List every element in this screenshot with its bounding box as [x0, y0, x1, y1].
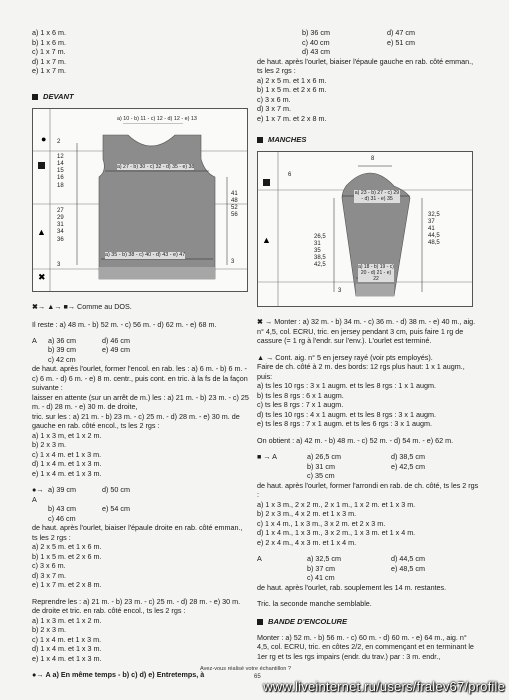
grid-cell: b) 43 cm [48, 504, 76, 514]
list-item: a) 1 x 3 m. et 1 x 2 m. [32, 615, 102, 625]
grid-cell: e) 49 cm [102, 345, 130, 355]
devant-schematic [33, 109, 247, 291]
paragraph: de haut. après l'ourlet, biaiser l'épaule gauche en rab. côté emman., ts les 2 rgs : [257, 56, 474, 75]
list-item: d) 3 x 7 m. [32, 570, 66, 580]
list-item: e) 1 x 4 m. et 1 x 3 m. [32, 653, 102, 663]
dim-number: 38,5 [314, 255, 326, 262]
list-item: c) 1 x 4 m., 1 x 3 m., 3 x 2 m. et 2 x 3 m. [257, 518, 386, 528]
dim-number: 3 [231, 259, 235, 266]
upper-width-label: a) 23 - b) 27 - c) 29 - d) 31 - e) 35 [354, 190, 400, 203]
measure-grid-c [257, 452, 479, 481]
dim-number: 56 [231, 212, 238, 219]
right-dimension-numbers [428, 212, 440, 247]
list-item: a) 1 x 3 m., 2 x 2 m., 2 x 1 m., 1 x 2 m. et 1 x 3 m. [257, 499, 416, 509]
list-item: c) 3 x 6 m. [257, 94, 291, 104]
grid-label: A [257, 554, 262, 564]
il-reste-line: Il reste : a) 48 m. - b) 52 m. - c) 56 m. - d) 62 m. - e) 68 m. [32, 320, 217, 330]
section-title-bande-encolure: BANDE D'ENCOLURE [257, 617, 479, 627]
manches-diagram [257, 151, 473, 307]
list-item: b) 2 x 3 m., 4 x 2 m. et 1 x 3 m. [257, 509, 357, 519]
grid-cell: b) 36 cm [302, 28, 330, 37]
grid-cell: c) 40 cm [302, 37, 330, 47]
measure-grid-a [32, 336, 250, 365]
square-bullet-icon [257, 137, 263, 143]
paragraph: Tric. la seconde manche semblable. [257, 599, 372, 609]
measure-grid-top [257, 28, 479, 57]
grid-cell: d) 50 cm [102, 485, 130, 495]
paragraph: de haut. après l'ourlet, rab. souplement les 14 m. restantes. [257, 582, 447, 592]
grid-cell: a) 26,5 cm [307, 452, 341, 462]
grid-cell: e) 48,5 cm [391, 563, 425, 573]
dim-number: 14 [57, 160, 64, 167]
comme-au-dos-text: Comme au DOS. [77, 301, 132, 311]
grid-cell: e) 54 cm [102, 504, 130, 514]
grid-label: ●→ A [32, 485, 44, 504]
grid-cell: c) 46 cm [48, 513, 76, 523]
dim-number: 36 [57, 236, 64, 243]
square-marker-icon [263, 179, 270, 186]
grid-cell: d) 38,5 cm [391, 452, 425, 462]
left-dimension-numbers [57, 139, 64, 269]
dim-number: 41 [428, 226, 435, 233]
paragraph: ✖ → Monter : a) 32 m. - b) 34 m. - c) 36 m. - d) 38 m. - e) 40 m., aig. n° 4,5, col. ECRU, tric. en jersey pendant 3 cm, puis faire 1 rg de cassure (= 1 rg à l'endr. sur l'env.). L'ourlet est terminé. [257, 317, 476, 346]
list-item: d) 1 x 4 m. et 1 x 3 m. [32, 459, 102, 469]
devant-diagram [32, 108, 248, 292]
dim-number: 18 [57, 182, 64, 189]
dim-number: 26,5 [314, 234, 326, 241]
paragraph: laisser en attente (sur un arrêt de m.) les : a) 21 m. - b) 23 m. - c) 25 m. - d) 28 m. - e) 30 m. de droite, [32, 392, 249, 412]
page-number: 65 [254, 674, 261, 680]
grid-cell: c) 35 cm [307, 471, 335, 481]
list-item: c) 1 x 4 m. et 1 x 3 m. [32, 449, 102, 459]
dim-number: 35 [314, 248, 321, 255]
grid-cell: d) 46 cm [102, 335, 130, 345]
dim-number: 44,5 [428, 233, 440, 240]
list-item: b) 1 x 5 m. et 2 x 6 m. [32, 551, 102, 561]
dim-number: 32,5 [428, 212, 440, 219]
dim-number: 12 [57, 153, 64, 160]
left-column [32, 28, 250, 680]
dim-number: 15 [57, 168, 64, 175]
list-item: d) 3 x 7 m. [257, 104, 291, 113]
grid-cell: e) 51 cm [387, 37, 415, 47]
dim-number: 52 [231, 204, 238, 211]
grid-label: A [32, 335, 37, 345]
paragraph: Reprendre les : a) 21 m. - b) 23 m. - c) 25 m. - d) 28 m. - e) 30 m. de droite et tric. en rab. côté encol., ts les 2 rgs : [32, 596, 241, 616]
text-line: e) 1 x 7 m. [32, 66, 66, 75]
grid-cell: a) 39 cm [48, 485, 76, 495]
grid-cell: d) 44,5 cm [391, 554, 425, 564]
dim-number: 41 [231, 190, 238, 197]
right-column [257, 28, 479, 661]
list-item: e) ts les 8 rgs : 7 x 1 augm. et ts les 6 rgs : 3 x 1 augm. [257, 419, 432, 429]
left-dimension-numbers [314, 234, 326, 269]
list-item: b) 1 x 5 m. et 2 x 6 m. [257, 85, 327, 94]
dim-number: 16 [57, 175, 64, 182]
text-line: b) 1 x 6 m. [32, 37, 66, 47]
mid-width-label: a) 27 - b) 30 - c) 32 - d) 35 - e) 38 [117, 163, 195, 170]
list-item: a) 1 x 3 m, et 1 x 2 m. [32, 430, 102, 440]
paragraph: de haut. après l'ourlet, former l'arrondi en rab. de ch. côté, ts les 2 rgs : [257, 480, 479, 500]
text-line: d) 1 x 7 m. [32, 56, 66, 66]
grid-cell: b) 31 cm [307, 461, 335, 471]
section-title-manches: MANCHES [257, 135, 479, 145]
grid-cell: c) 41 cm [307, 573, 335, 583]
list-item: a) ts les 10 rgs : 3 x 1 augm. et ts les 8 rgs : 1 x 1 augm. [257, 381, 436, 391]
measure-grid-b [32, 485, 250, 523]
paragraph: Faire de ch. côté à 2 m. des bords: 12 rgs plus haut: 1 x 1 augm., puis: [257, 362, 465, 381]
grid-cell: b) 37 cm [307, 563, 335, 573]
dim-number: 42,5 [314, 262, 326, 269]
list-item: b) 2 x 3 m. [32, 440, 66, 450]
grid-cell: d) 43 cm [302, 47, 330, 56]
list-item: c) 3 x 6 m. [32, 561, 66, 571]
obtient-line: On obtient : a) 42 m. - b) 48 m. - c) 52 m. - d) 54 m. - e) 62 m. [257, 435, 454, 445]
paragraph: Monter : a) 52 m. - b) 56 m. - c) 60 m. - d) 60 m. - e) 64 m., aig. n° 4,5, col. ECRU, tric. en côtes 2/2, en commençant et en terminant le 1er rg et ts les rgs impairs (endr. du trav.) par : 3 m. endr., [257, 632, 474, 661]
text-line: a) 1 x 6 m. [32, 28, 66, 37]
last-line: ●→ A a) En même temps - b) c) d) e) Entretemps, à [32, 670, 205, 680]
list-item: b) 2 x 3 m. [32, 625, 66, 635]
page-footer: Avez-vous réalisé votre échantillon ? [200, 666, 291, 672]
paragraph: de haut. après l'ourlet, biaiser l'épaule droite en rab. côté emman., ts les 2 rgs : [32, 523, 243, 542]
list-item: d) 1 x 4 m., 1 x 3 m., 3 x 2 m., 1 x 3 m. et 1 x 4 m. [257, 528, 416, 538]
list-item: d) ts les 10 rgs : 4 x 1 augm. et ts les 8 rgs : 3 x 1 augm. [257, 409, 436, 419]
watermark-url: www.liveinternet.ru/users/fralev67/profile [263, 679, 505, 694]
dim-number: 31 [57, 222, 64, 229]
paragraph: ▲ → Cont. aig. n° 5 en jersey rayé (voir pts employés). [257, 352, 433, 362]
triangle-marker-icon: ▲ [37, 226, 46, 237]
list-item: b) ts les 8 rgs : 6 x 1 augm. [257, 390, 344, 400]
bottom-width-label: a) 35 - b) 38 - c) 40 - d) 43 - e) 47 [105, 251, 186, 258]
measure-grid-d [257, 554, 479, 583]
dim-number: 37 [428, 219, 435, 226]
dim-number: 3 [57, 261, 61, 268]
list-item: e) 1 x 7 m. et 2 x 8 m. [32, 580, 102, 590]
dim-number: 27 [57, 207, 64, 214]
dim-number: 2 [57, 138, 61, 145]
triangle-marker-icon: ▲ [262, 235, 271, 246]
text-line: c) 1 x 7 m. [32, 47, 66, 56]
dim-number: 29 [57, 214, 64, 221]
bottom-left-label: 3 [338, 288, 342, 295]
grid-cell: c) 42 cm [48, 354, 76, 364]
list-item: a) 2 x 5 m. et 1 x 6 m. [32, 542, 102, 552]
section-title-devant: DEVANT [32, 92, 250, 102]
grid-cell: a) 36 cm [48, 335, 76, 345]
grid-cell: a) 32,5 cm [307, 554, 341, 564]
paragraph: tric. sur les : a) 21 m. - b) 23 m. - c) 25 m. - d) 28 m. - e) 30 m. de gauche en rab. côté encol., ts les 2 rgs : [32, 411, 240, 431]
list-item: e) 1 x 7 m. et 2 x 8 m. [257, 113, 327, 123]
list-item: c) 1 x 4 m. et 1 x 3 m. [32, 634, 102, 644]
list-item: e) 1 x 4 m. et 1 x 3 m. [32, 468, 102, 478]
dim-number: 31 [314, 241, 321, 248]
lower-width-label: a) 18 - b) 19 - c) 20 - d) 21 - e) 22 [358, 264, 394, 283]
grid-cell: d) 47 cm [387, 28, 415, 37]
list-item: c) ts les 8 rgs : 7 x 1 augm. [257, 400, 344, 410]
dim-number: 34 [57, 229, 64, 236]
list-item: d) 1 x 4 m. et 1 x 3 m. [32, 644, 102, 654]
square-marker-icon [38, 162, 45, 169]
dim-number: 48 [231, 197, 238, 204]
list-item: e) 2 x 4 m., 4 x 3 m. et 1 x 4 m. [257, 537, 357, 547]
square-bullet-icon [32, 94, 38, 100]
circle-marker-icon: ● [41, 133, 47, 144]
top-width-label: 8 [371, 156, 375, 163]
top-width-label: a) 10 - b) 11 - c) 12 - d) 12 - e) 13 [117, 115, 197, 122]
cross-marker-icon: ✖ [38, 271, 46, 282]
right-dimension-numbers [231, 191, 238, 267]
grid-cell: e) 42,5 cm [391, 461, 425, 471]
list-item: a) 2 x 5 m. et 1 x 6 m. [257, 75, 327, 85]
comme-au-dos-line: ✖→ ▲→ ■→ Comme au DOS. [32, 301, 132, 311]
grid-label: ■ → A [257, 452, 277, 462]
grid-cell: b) 39 cm [48, 345, 76, 355]
left-top-label: 6 [288, 172, 292, 179]
square-bullet-icon [257, 619, 263, 625]
paragraph: de haut. après l'ourlet, former l'encol. en rab. les : a) 6 m. - b) 6 m. - c) 6 m. - d) 6 m. - e) 8 m. centr., puis cont. en tric. à la fs de la façon suivante : [32, 364, 248, 393]
dim-number: 48,5 [428, 240, 440, 247]
